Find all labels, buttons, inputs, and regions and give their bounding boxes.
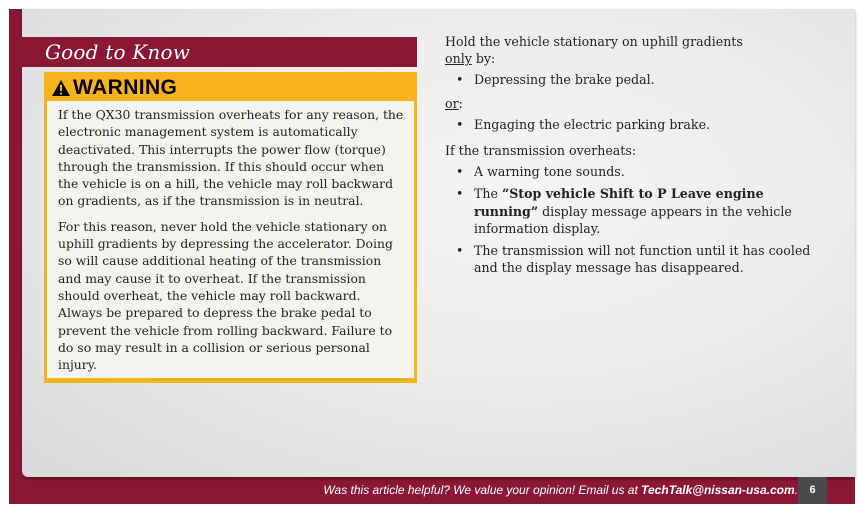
warning-heading <box>47 75 414 101</box>
hold-list <box>445 71 815 88</box>
list-item: • A warning tone sounds. <box>456 164 625 180</box>
hold-intro: Hold the vehicle stationary on uphill gradients only by: <box>445 34 743 67</box>
only-underlined: only <box>445 51 472 67</box>
warning-body <box>47 101 414 378</box>
warning-paragraph-1: If the QX30 transmission overheats for any reason, the electronic management system is automatically deactivated. This interrupts the power flow (torque) through the transmission. If this should occur when the vehicle is on a hill, the vehicle may roll backward on gradients, as if the transmission is in neutral. <box>58 107 404 209</box>
page-number: 6 <box>798 477 827 504</box>
or-label: or: <box>445 95 463 111</box>
list-item: • The transmission will not function until it has cooled and the display message has disappeared. <box>456 243 811 276</box>
feedback-email-link[interactable]: TechTalk@nissan-usa.com <box>641 483 795 497</box>
footer-feedback: Was this article helpful? We value your opinion! Email us at TechTalk@nissan-usa.com. <box>323 483 798 497</box>
warning-box <box>44 72 417 383</box>
warning-triangle-icon <box>51 79 71 97</box>
warning-heading-text: WARNING <box>73 76 178 99</box>
or-list <box>445 116 815 133</box>
list-item: • The “Stop vehicle Shift to P Leave engine running” display message appears in the vehicle information display. <box>456 186 792 236</box>
list-item: • Engaging the electric parking brake. <box>456 116 711 132</box>
overheat-list <box>445 163 815 276</box>
right-column <box>445 33 815 282</box>
overheat-intro: If the transmission overheats: <box>445 143 637 159</box>
warning-paragraph-2: For this reason, never hold the vehicle stationary on uphill gradients by depressing the accelerator. Doing so will cause additional heating of the transmission and may cause it to overheat. If the transmission should overheat, the vehicle may roll backward. Always be prepared to depress the brake pedal to prevent the vehicle from rolling backward. Failure to do so may result in a collision or serious personal injury. <box>58 218 393 373</box>
display-message-text: “Stop vehicle Shift to P Leave engine running” <box>474 186 764 219</box>
banner-title: Good to Know <box>45 40 191 64</box>
list-item: • Depressing the brake pedal. <box>456 72 655 88</box>
